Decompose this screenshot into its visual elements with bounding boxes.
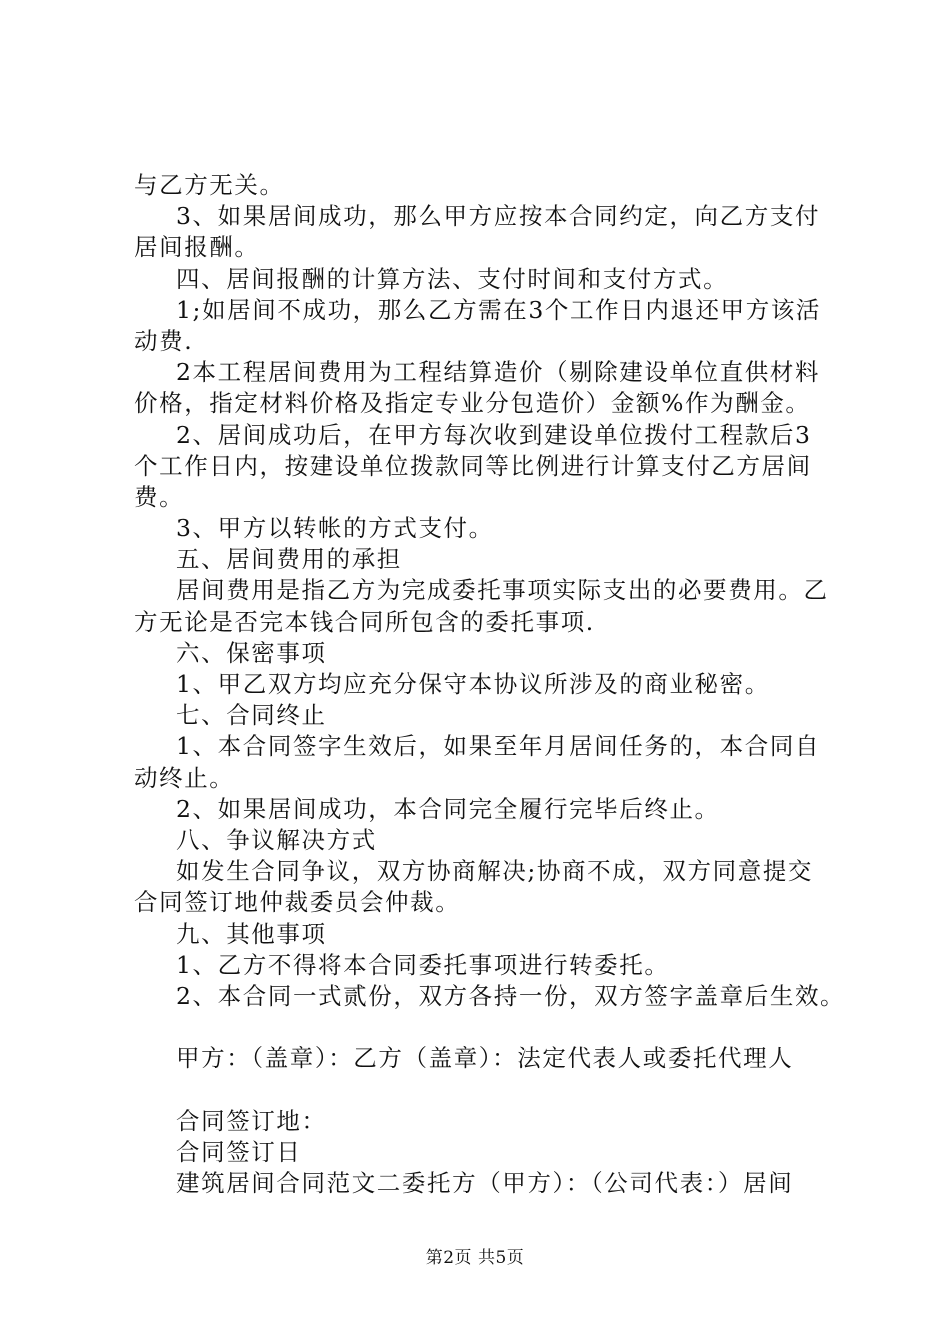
text-line: 动费.: [134, 326, 194, 355]
text-line: 2、如果居间成功，本合同完全履行完毕后终止。: [176, 794, 720, 823]
text-line: 居间费用是指乙方为完成委托事项实际支出的必要费用。乙: [176, 576, 829, 605]
signature-line: 甲方：（盖章）：乙方（盖章）：法定代表人或委托代理人: [176, 1044, 794, 1073]
text-line: 建筑居间合同范文二委托方（甲方）：（公司代表：）居间: [176, 1169, 794, 1197]
text-line: 价格，指定材料价格及指定专业分包造价）金额%作为酬金。: [134, 389, 811, 418]
signing-date: 合同签订日: [176, 1137, 302, 1166]
section-heading: 六、保密事项: [176, 638, 327, 667]
text-line: 合同签订地仲裁委员会仲裁。: [134, 888, 461, 917]
text-line: 与乙方无关。: [134, 171, 285, 199]
text-line: 居间报酬。: [134, 233, 260, 262]
text-line: 1;如居间不成功，那么乙方需在3个工作日内退还甲方该活: [176, 295, 822, 324]
section-heading: 五、居间费用的承担: [176, 545, 402, 574]
text-line: 动终止。: [134, 763, 235, 792]
section-heading: 七、合同终止: [176, 701, 327, 730]
text-line: 2本工程居间费用为工程结算造价（剔除建设单位直供材料: [176, 358, 821, 387]
text-line: 3、如果居间成功，那么甲方应按本合同约定，向乙方支付: [176, 202, 821, 231]
section-heading: 九、其他事项: [176, 919, 327, 948]
section-heading: 八、争议解决方式: [176, 825, 377, 854]
text-line: 个工作日内，按建设单位拨款同等比例进行计算支付乙方居间: [134, 451, 812, 480]
text-line: 2、居间成功后，在甲方每次收到建设单位拨付工程款后3: [176, 420, 812, 449]
text-line: 2、本合同一式贰份，双方各持一份，双方签字盖章后生效。: [176, 981, 846, 1010]
blank-line: [134, 1074, 834, 1105]
text-line: 如发生合同争议，双方协商解决;协商不成，双方同意提交: [176, 857, 814, 886]
text-line: 费。: [134, 482, 185, 511]
text-line: 方无论是否完本钱合同所包含的委托事项.: [134, 607, 595, 636]
signing-place: 合同签订地：: [176, 1106, 327, 1135]
section-heading: 四、居间报酬的计算方法、支付时间和支付方式。: [176, 264, 729, 293]
blank-line: [134, 1012, 834, 1043]
text-line: 3、甲方以转帐的方式支付。: [176, 514, 494, 543]
text-line: 1、本合同签字生效后，如果至年月居间任务的，本合同自: [176, 732, 821, 761]
text-line: 1、乙方不得将本合同委托事项进行转委托。: [176, 950, 670, 979]
document-body: [134, 170, 846, 1199]
text-line: 1、甲乙双方均应充分保守本协议所涉及的商业秘密。: [176, 670, 770, 698]
page-number: 第2页 共5页: [425, 1248, 525, 1268]
